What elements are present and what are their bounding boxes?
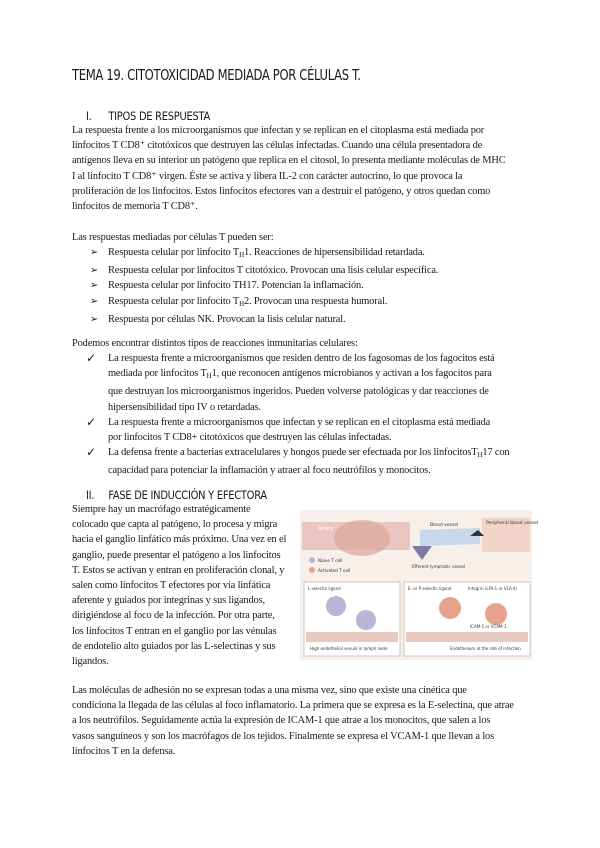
intro-paragraph xyxy=(72,123,528,214)
arrow-bullet-icon: ➢ xyxy=(89,247,99,258)
text-line: vasos sanguíneos y son los macrófagos de los tejidos. Finalmente se expresa el VCAM-1 que llevan a los xyxy=(72,730,494,742)
list-item xyxy=(72,245,528,263)
list-item xyxy=(72,263,528,278)
reactions-list xyxy=(72,351,532,479)
text-line: ligandos. xyxy=(72,656,109,668)
infection-endothelium xyxy=(406,632,528,642)
subscript: H xyxy=(239,251,244,259)
text-line: colocado que capta al patógeno, lo procesa y migra xyxy=(72,519,278,531)
blood-vessel-band xyxy=(420,528,480,546)
list-item xyxy=(72,351,532,415)
l-selectin-label: L-selectin ligand xyxy=(308,586,341,591)
text-line: Siempre hay un macrófago estratégicamente xyxy=(72,504,251,515)
list-item xyxy=(72,278,528,293)
icam-label: ICAM-1 or VCAM-1 xyxy=(470,624,507,629)
text-line: condiciona la llegada de las células al foco inflamatorio. La primera que se expresa es la E-selectina, que atrae xyxy=(72,700,514,712)
list-item-text: Respuesta celular por linfocito TH17. Potencian la inflamación. xyxy=(108,280,364,292)
hev-label: High endothelial venule in lymph node xyxy=(310,646,388,651)
list-item-text: Respuesta celular por linfocito T xyxy=(108,247,240,258)
list-item xyxy=(72,312,528,327)
infection-site-panel xyxy=(404,582,530,656)
text-line: I al linfocito T CD8⁺ virgen. Éste se activa y libera IL-2 con carácter autocrino, lo que provoca la xyxy=(72,170,463,182)
text-line: Las moléculas de adhesión no se expresan todas a una misma vez, sino que existe una cinética que xyxy=(72,685,467,696)
section-heading-2 xyxy=(86,488,267,502)
text-line: linfocitos T CD8⁺ citotóxicos que destruyen las células infectadas. Cuando una célula presentadora de xyxy=(72,140,483,152)
section-number: I. xyxy=(86,109,92,123)
list-item-text: 2. Provocan una respuesta humoral. xyxy=(243,295,388,307)
text-line: dirigiéndose al foco de la infección. Por otra parte, xyxy=(72,610,275,622)
activated-t-cell-icon xyxy=(485,603,507,625)
blood-vessel-label: Blood vessel xyxy=(430,523,459,528)
efferent-label: Efferent lymphatic vessel xyxy=(412,564,466,569)
arrow-bullet-icon: ➢ xyxy=(89,313,99,325)
text-line: La respuesta frente a los microorganismos que infectan y se replican en el citoplasma está mediada por xyxy=(72,125,485,136)
text-line: T. Estos se activan y entran en proliferación clonal, y xyxy=(72,564,285,576)
text-line: ganglio, puede presentar el patógeno a los linfocitos xyxy=(72,549,281,561)
peripheral-vessel-label: Peripheral blood vessel xyxy=(486,521,539,526)
list-item xyxy=(72,415,532,445)
arrow-bullet-icon: ➢ xyxy=(89,295,99,307)
list-item-text: Respuesta por células NK. Provocan la lisis celular natural. xyxy=(108,313,346,325)
activated-t-cell-icon xyxy=(309,567,315,573)
hev-endothelium xyxy=(306,632,398,642)
naive-t-cell-icon xyxy=(309,557,315,563)
checkmark-icon: ✓ xyxy=(86,414,96,429)
text-line: salen como linfocitos T efectores por vía linfática xyxy=(72,580,271,592)
text-line: mediada por linfocitos $T_H1$, que reconocen antígenos microbianos y activan a los fagocitos para xyxy=(108,368,492,381)
text-line: proliferación de los linfocitos. Estos linfocitos efectores van a destruir el patógeno, y otros quedan como xyxy=(72,185,491,197)
e-p-selectin-label: E- or P-selectin ligand xyxy=(408,586,452,591)
subscript: H xyxy=(477,451,483,460)
text-line: antígenos lleva en su interior un patógeno que replica en el citosol, lo presenta mediante moléculas de MHC xyxy=(72,155,506,167)
integrin-label: Integrin (LFA-1 or VLA-4) xyxy=(468,586,518,591)
t-cell-icon xyxy=(356,610,376,630)
t-cell-icon xyxy=(326,596,346,616)
subscript: H xyxy=(206,372,212,381)
types-intro: Las respuestas mediadas por células T pueden ser: xyxy=(72,232,274,243)
checkmark-icon: ✓ xyxy=(86,351,96,365)
checkmark-icon: ✓ xyxy=(86,445,96,460)
text-line: a los neutrófilos. Seguidamente actúa la expresión de ICAM-1 que atrae a los monocitos, que salen a los xyxy=(72,715,491,727)
text-line: La respuesta frente a microorganismos que infectan y se replican en el citoplasma está mediada xyxy=(108,416,491,428)
section-heading-1 xyxy=(86,109,210,123)
lymphocyte-migration-figure xyxy=(300,510,539,660)
subscript: H xyxy=(239,299,244,308)
section-title: FASE DE INDUCCIÓN Y EFECTORA xyxy=(108,488,267,502)
endothelium-label: Endothelium at the site of infection xyxy=(450,646,521,651)
page-title: TEMA 19. CITOTOXICIDAD MEDIADA POR CÉLULAS T. xyxy=(72,66,361,84)
artery-label: Artery xyxy=(318,526,334,532)
induction-paragraph xyxy=(72,502,298,669)
text-line: que destruyan los microorganismos ingeridos. Pueden volverse patológicas y dar reacciones de xyxy=(108,386,489,398)
lymph-node-shape xyxy=(334,520,390,556)
list-item-text: 1. Reacciones de hipersensibilidad retardada. xyxy=(243,247,425,258)
text-line: linfocitos de memoria T CD8⁺. xyxy=(72,201,198,213)
reactions-intro: Podemos encontrar distintos tipos de reacciones inmunitarias celulares: xyxy=(72,338,358,349)
section-title: TIPOS DE RESPUESTA xyxy=(108,109,211,123)
text-line: los linfocitos T entran en el ganglio por las vénulas xyxy=(72,625,277,637)
adhesion-paragraph xyxy=(72,683,528,759)
text-line: por linfocitos T CD8+ citotóxicos que destruyen las células infectadas. xyxy=(108,432,392,444)
hev-panel xyxy=(304,582,400,656)
list-item xyxy=(72,294,528,312)
text-line: de endotelio alto guiados por las L-selectinas y sus xyxy=(72,640,276,652)
arrow-bullet-icon: ➢ xyxy=(89,280,99,292)
list-item xyxy=(72,445,532,478)
text-line: La defensa frente a bacterias extracelulares y hongos puede ser efectuada por los linfocitosT$_H$17 con xyxy=(108,447,510,460)
types-list xyxy=(72,245,528,327)
legend-activated: Activated T cell xyxy=(318,568,351,573)
text-line: capacidad para potenciar la inflamación y atraer al foco neutrófilos y monocitos. xyxy=(108,465,431,477)
text-line: La respuesta frente a microorganismos que residen dentro de los fagosomas de los fagocitos está xyxy=(108,353,495,364)
section-number: II. xyxy=(86,488,95,502)
text-line: hipersensibilidad tipo IV o retardadas. xyxy=(108,401,261,413)
text-line: hacia el ganglio linfático más próximo. Una vez en el xyxy=(72,534,287,546)
text-line: linfocitos T en la defensa. xyxy=(72,745,176,757)
list-item-text: Respuesta celular por linfocito T xyxy=(108,295,240,307)
legend-naive: Naive T cell xyxy=(318,558,343,563)
activated-t-cell-icon xyxy=(439,597,461,619)
list-item-text: Respuesta celular por linfocitos T citotóxico. Provocan una lisis celular específica. xyxy=(108,265,439,277)
arrow-bullet-icon: ➢ xyxy=(89,265,99,277)
text-line: aferente y guiados por integrinas y sus ligandos, xyxy=(72,595,265,607)
